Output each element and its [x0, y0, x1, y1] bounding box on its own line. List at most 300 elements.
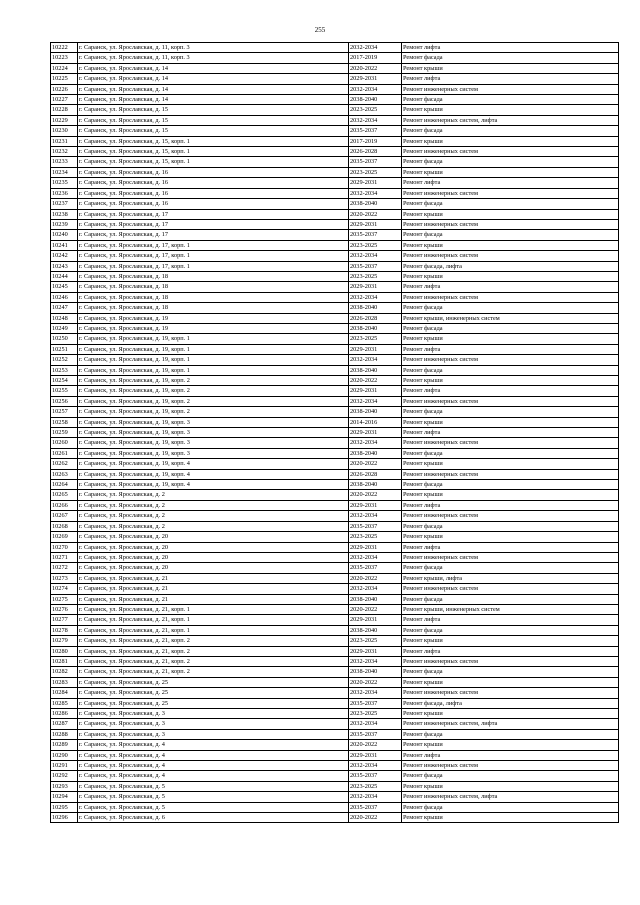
- work-type-cell: Ремонт инженерных систем: [402, 761, 619, 771]
- period-cell: 2029-2031: [349, 646, 402, 656]
- period-cell: 2032-2034: [349, 84, 402, 94]
- period-cell: 2032-2034: [349, 511, 402, 521]
- work-type-cell: Ремонт фасада: [402, 323, 619, 333]
- period-cell: 2023-2025: [349, 105, 402, 115]
- table-row: [51, 271, 619, 281]
- address-cell: г. Саранск, ул. Ярославская, д. 16: [78, 178, 349, 188]
- period-cell: 2017-2019: [349, 136, 402, 146]
- period-cell: 2023-2025: [349, 334, 402, 344]
- work-type-cell: Ремонт инженерных систем: [402, 469, 619, 479]
- period-cell: 2026-2028: [349, 469, 402, 479]
- period-cell: 2029-2031: [349, 344, 402, 354]
- work-type-cell: Ремонт крыши, инженерных систем: [402, 604, 619, 614]
- work-type-cell: Ремонт крыши, лифта: [402, 573, 619, 583]
- address-cell: г. Саранск, ул. Ярославская, д. 5: [78, 802, 349, 812]
- table-row: [51, 563, 619, 573]
- work-type-cell: Ремонт фасада: [402, 771, 619, 781]
- work-type-cell: Ремонт крыши: [402, 105, 619, 115]
- work-type-cell: Ремонт инженерных систем: [402, 688, 619, 698]
- period-cell: 2035-2037: [349, 261, 402, 271]
- table-row: [51, 667, 619, 677]
- row-number-cell: 10232: [51, 147, 78, 157]
- table-row: [51, 95, 619, 105]
- period-cell: 2038-2040: [349, 480, 402, 490]
- period-cell: 2026-2028: [349, 313, 402, 323]
- address-cell: г. Саранск, ул. Ярославская, д. 15, корп. 1: [78, 147, 349, 157]
- work-type-cell: Ремонт фасада: [402, 126, 619, 136]
- address-cell: г. Саранск, ул. Ярославская, д. 3: [78, 729, 349, 739]
- table-row: [51, 761, 619, 771]
- work-type-cell: Ремонт лифта: [402, 500, 619, 510]
- period-cell: 2032-2034: [349, 584, 402, 594]
- address-cell: г. Саранск, ул. Ярославская, д. 15: [78, 105, 349, 115]
- table-row: [51, 396, 619, 406]
- work-type-cell: Ремонт фасада: [402, 802, 619, 812]
- address-cell: г. Саранск, ул. Ярославская, д. 14: [78, 95, 349, 105]
- table-row: [51, 178, 619, 188]
- row-number-cell: 10296: [51, 813, 78, 823]
- row-number-cell: 10286: [51, 709, 78, 719]
- table-row: [51, 355, 619, 365]
- work-type-cell: Ремонт фасада: [402, 95, 619, 105]
- row-number-cell: 10269: [51, 532, 78, 542]
- work-type-cell: Ремонт лифта: [402, 646, 619, 656]
- row-number-cell: 10272: [51, 563, 78, 573]
- work-type-cell: Ремонт крыши: [402, 781, 619, 791]
- table-row: [51, 344, 619, 354]
- row-number-cell: 10240: [51, 230, 78, 240]
- work-type-cell: Ремонт инженерных систем: [402, 438, 619, 448]
- period-cell: 2029-2031: [349, 386, 402, 396]
- table-row: [51, 573, 619, 583]
- address-cell: г. Саранск, ул. Ярославская, д. 15: [78, 115, 349, 125]
- period-cell: 2029-2031: [349, 500, 402, 510]
- period-cell: 2038-2040: [349, 303, 402, 313]
- address-cell: г. Саранск, ул. Ярославская, д. 17, корп. 1: [78, 240, 349, 250]
- work-type-cell: Ремонт фасада: [402, 448, 619, 458]
- period-cell: 2032-2034: [349, 688, 402, 698]
- row-number-cell: 10279: [51, 636, 78, 646]
- row-number-cell: 10258: [51, 417, 78, 427]
- address-cell: г. Саранск, ул. Ярославская, д. 21: [78, 594, 349, 604]
- address-cell: г. Саранск, ул. Ярославская, д. 4: [78, 761, 349, 771]
- address-cell: г. Саранск, ул. Ярославская, д. 15, корп. 1: [78, 136, 349, 146]
- address-cell: г. Саранск, ул. Ярославская, д. 19, корп. 3: [78, 448, 349, 458]
- work-type-cell: Ремонт крыши: [402, 636, 619, 646]
- period-cell: 2032-2034: [349, 396, 402, 406]
- work-type-cell: Ремонт фасада: [402, 230, 619, 240]
- row-number-cell: 10254: [51, 376, 78, 386]
- address-cell: г. Саранск, ул. Ярославская, д. 2: [78, 511, 349, 521]
- address-cell: г. Саранск, ул. Ярославская, д. 4: [78, 771, 349, 781]
- address-cell: г. Саранск, ул. Ярославская, д. 20: [78, 552, 349, 562]
- work-type-cell: Ремонт крыши: [402, 240, 619, 250]
- row-number-cell: 10222: [51, 43, 78, 53]
- period-cell: 2020-2022: [349, 490, 402, 500]
- table-row: [51, 584, 619, 594]
- period-cell: 2038-2040: [349, 448, 402, 458]
- period-cell: 2017-2019: [349, 53, 402, 63]
- work-type-cell: Ремонт инженерных систем, лифта: [402, 792, 619, 802]
- period-cell: 2035-2037: [349, 563, 402, 573]
- table-row: [51, 147, 619, 157]
- work-type-cell: Ремонт инженерных систем, лифта: [402, 115, 619, 125]
- work-type-cell: Ремонт лифта: [402, 282, 619, 292]
- table-row: [51, 376, 619, 386]
- table-row: [51, 719, 619, 729]
- row-number-cell: 10274: [51, 584, 78, 594]
- period-cell: 2023-2025: [349, 532, 402, 542]
- work-type-cell: Ремонт крыши: [402, 532, 619, 542]
- period-cell: 2020-2022: [349, 573, 402, 583]
- period-cell: 2029-2031: [349, 282, 402, 292]
- address-cell: г. Саранск, ул. Ярославская, д. 19, корп. 4: [78, 480, 349, 490]
- address-cell: г. Саранск, ул. Ярославская, д. 5: [78, 792, 349, 802]
- address-cell: г. Саранск, ул. Ярославская, д. 21, корп. 2: [78, 646, 349, 656]
- address-cell: г. Саранск, ул. Ярославская, д. 11, корп. 3: [78, 43, 349, 53]
- row-number-cell: 10261: [51, 448, 78, 458]
- address-cell: г. Саранск, ул. Ярославская, д. 19, корп. 3: [78, 438, 349, 448]
- row-number-cell: 10233: [51, 157, 78, 167]
- row-number-cell: 10230: [51, 126, 78, 136]
- table-row: [51, 167, 619, 177]
- row-number-cell: 10294: [51, 792, 78, 802]
- period-cell: 2032-2034: [349, 761, 402, 771]
- work-type-cell: Ремонт инженерных систем: [402, 355, 619, 365]
- table-row: [51, 490, 619, 500]
- row-number-cell: 10289: [51, 740, 78, 750]
- table-row: [51, 438, 619, 448]
- row-number-cell: 10225: [51, 74, 78, 84]
- period-cell: 2020-2022: [349, 740, 402, 750]
- address-cell: г. Саранск, ул. Ярославская, д. 4: [78, 740, 349, 750]
- table-row: [51, 240, 619, 250]
- row-number-cell: 10270: [51, 542, 78, 552]
- address-cell: г. Саранск, ул. Ярославская, д. 21, корп. 2: [78, 667, 349, 677]
- work-type-cell: Ремонт фасада: [402, 563, 619, 573]
- address-cell: г. Саранск, ул. Ярославская, д. 15, корп. 1: [78, 157, 349, 167]
- period-cell: 2038-2040: [349, 594, 402, 604]
- row-number-cell: 10237: [51, 199, 78, 209]
- address-cell: г. Саранск, ул. Ярославская, д. 18: [78, 271, 349, 281]
- address-cell: г. Саранск, ул. Ярославская, д. 25: [78, 698, 349, 708]
- work-type-cell: Ремонт фасада: [402, 521, 619, 531]
- row-number-cell: 10262: [51, 459, 78, 469]
- row-number-cell: 10239: [51, 219, 78, 229]
- address-cell: г. Саранск, ул. Ярославская, д. 14: [78, 74, 349, 84]
- table-row: [51, 448, 619, 458]
- period-cell: 2029-2031: [349, 750, 402, 760]
- address-cell: г. Саранск, ул. Ярославская, д. 21, корп. 1: [78, 615, 349, 625]
- row-number-cell: 10227: [51, 95, 78, 105]
- row-number-cell: 10290: [51, 750, 78, 760]
- row-number-cell: 10228: [51, 105, 78, 115]
- address-cell: г. Саранск, ул. Ярославская, д. 17: [78, 230, 349, 240]
- table-row: [51, 813, 619, 823]
- work-type-cell: Ремонт фасада, лифта: [402, 261, 619, 271]
- row-number-cell: 10268: [51, 521, 78, 531]
- period-cell: 2032-2034: [349, 251, 402, 261]
- work-type-cell: Ремонт крыши: [402, 376, 619, 386]
- address-cell: г. Саранск, ул. Ярославская, д. 14: [78, 63, 349, 73]
- address-cell: г. Саранск, ул. Ярославская, д. 17: [78, 219, 349, 229]
- table-row: [51, 407, 619, 417]
- table-row: [51, 677, 619, 687]
- address-cell: г. Саранск, ул. Ярославская, д. 19, корп. 2: [78, 386, 349, 396]
- period-cell: 2023-2025: [349, 781, 402, 791]
- table-row: [51, 386, 619, 396]
- table-row: [51, 709, 619, 719]
- period-cell: 2035-2037: [349, 771, 402, 781]
- work-type-cell: Ремонт фасада: [402, 365, 619, 375]
- period-cell: 2038-2040: [349, 625, 402, 635]
- address-cell: г. Саранск, ул. Ярославская, д. 19, корп. 4: [78, 459, 349, 469]
- work-type-cell: Ремонт крыши: [402, 459, 619, 469]
- row-number-cell: 10292: [51, 771, 78, 781]
- period-cell: 2026-2028: [349, 147, 402, 157]
- period-cell: 2029-2031: [349, 219, 402, 229]
- period-cell: 2032-2034: [349, 43, 402, 53]
- row-number-cell: 10276: [51, 604, 78, 614]
- address-cell: г. Саранск, ул. Ярославская, д. 20: [78, 542, 349, 552]
- table-row: [51, 500, 619, 510]
- address-cell: г. Саранск, ул. Ярославская, д. 19, корп. 1: [78, 355, 349, 365]
- address-cell: г. Саранск, ул. Ярославская, д. 17: [78, 209, 349, 219]
- work-type-cell: Ремонт инженерных систем: [402, 292, 619, 302]
- work-type-cell: Ремонт фасада: [402, 157, 619, 167]
- table-row: [51, 126, 619, 136]
- period-cell: 2032-2034: [349, 552, 402, 562]
- table-row: [51, 365, 619, 375]
- period-cell: 2035-2037: [349, 802, 402, 812]
- work-type-cell: Ремонт фасада: [402, 480, 619, 490]
- period-cell: 2020-2022: [349, 677, 402, 687]
- row-number-cell: 10234: [51, 167, 78, 177]
- work-type-cell: Ремонт инженерных систем: [402, 656, 619, 666]
- table-body: [51, 43, 619, 823]
- work-type-cell: Ремонт фасада: [402, 729, 619, 739]
- address-cell: г. Саранск, ул. Ярославская, д. 18: [78, 282, 349, 292]
- table-row: [51, 552, 619, 562]
- row-number-cell: 10223: [51, 53, 78, 63]
- repair-schedule-table: [50, 42, 619, 823]
- table-row: [51, 729, 619, 739]
- row-number-cell: 10250: [51, 334, 78, 344]
- row-number-cell: 10224: [51, 63, 78, 73]
- period-cell: 2032-2034: [349, 656, 402, 666]
- address-cell: г. Саранск, ул. Ярославская, д. 19, корп. 2: [78, 376, 349, 386]
- row-number-cell: 10226: [51, 84, 78, 94]
- period-cell: 2029-2031: [349, 178, 402, 188]
- row-number-cell: 10271: [51, 552, 78, 562]
- address-cell: г. Саранск, ул. Ярославская, д. 25: [78, 688, 349, 698]
- table-row: [51, 781, 619, 791]
- table-row: [51, 303, 619, 313]
- period-cell: 2023-2025: [349, 709, 402, 719]
- table-row: [51, 698, 619, 708]
- period-cell: 2035-2037: [349, 126, 402, 136]
- period-cell: 2032-2034: [349, 438, 402, 448]
- table-row: [51, 157, 619, 167]
- work-type-cell: Ремонт крыши: [402, 271, 619, 281]
- period-cell: 2014-2016: [349, 417, 402, 427]
- address-cell: г. Саранск, ул. Ярославская, д. 25: [78, 677, 349, 687]
- period-cell: 2023-2025: [349, 271, 402, 281]
- row-number-cell: 10265: [51, 490, 78, 500]
- period-cell: 2029-2031: [349, 74, 402, 84]
- row-number-cell: 10252: [51, 355, 78, 365]
- work-type-cell: Ремонт инженерных систем: [402, 219, 619, 229]
- row-number-cell: 10281: [51, 656, 78, 666]
- row-number-cell: 10282: [51, 667, 78, 677]
- row-number-cell: 10285: [51, 698, 78, 708]
- period-cell: 2038-2040: [349, 95, 402, 105]
- address-cell: г. Саранск, ул. Ярославская, д. 20: [78, 532, 349, 542]
- address-cell: г. Саранск, ул. Ярославская, д. 16: [78, 199, 349, 209]
- row-number-cell: 10231: [51, 136, 78, 146]
- row-number-cell: 10245: [51, 282, 78, 292]
- address-cell: г. Саранск, ул. Ярославская, д. 19, корп. 1: [78, 365, 349, 375]
- work-type-cell: Ремонт лифта: [402, 344, 619, 354]
- address-cell: г. Саранск, ул. Ярославская, д. 11, корп. 3: [78, 53, 349, 63]
- work-type-cell: Ремонт крыши: [402, 167, 619, 177]
- address-cell: г. Саранск, ул. Ярославская, д. 2: [78, 500, 349, 510]
- row-number-cell: 10278: [51, 625, 78, 635]
- address-cell: г. Саранск, ул. Ярославская, д. 3: [78, 719, 349, 729]
- period-cell: 2032-2034: [349, 188, 402, 198]
- work-type-cell: Ремонт крыши: [402, 417, 619, 427]
- table-row: [51, 251, 619, 261]
- work-type-cell: Ремонт фасада: [402, 199, 619, 209]
- work-type-cell: Ремонт инженерных систем: [402, 251, 619, 261]
- row-number-cell: 10241: [51, 240, 78, 250]
- row-number-cell: 10248: [51, 313, 78, 323]
- period-cell: 2023-2025: [349, 167, 402, 177]
- row-number-cell: 10275: [51, 594, 78, 604]
- address-cell: г. Саранск, ул. Ярославская, д. 21, корп. 1: [78, 625, 349, 635]
- table-row: [51, 115, 619, 125]
- address-cell: г. Саранск, ул. Ярославская, д. 19, корп. 1: [78, 334, 349, 344]
- work-type-cell: Ремонт инженерных систем: [402, 584, 619, 594]
- period-cell: 2020-2022: [349, 459, 402, 469]
- address-cell: г. Саранск, ул. Ярославская, д. 19, корп. 3: [78, 417, 349, 427]
- row-number-cell: 10263: [51, 469, 78, 479]
- period-cell: 2038-2040: [349, 407, 402, 417]
- period-cell: 2032-2034: [349, 355, 402, 365]
- address-cell: г. Саранск, ул. Ярославская, д. 2: [78, 521, 349, 531]
- table-row: [51, 646, 619, 656]
- table-row: [51, 53, 619, 63]
- page-number: 255: [314, 26, 326, 34]
- address-cell: г. Саранск, ул. Ярославская, д. 18: [78, 292, 349, 302]
- work-type-cell: Ремонт фасада: [402, 625, 619, 635]
- table-row: [51, 105, 619, 115]
- period-cell: 2023-2025: [349, 240, 402, 250]
- table-row: [51, 740, 619, 750]
- work-type-cell: Ремонт лифта: [402, 428, 619, 438]
- address-cell: г. Саранск, ул. Ярославская, д. 14: [78, 84, 349, 94]
- table-row: [51, 219, 619, 229]
- row-number-cell: 10260: [51, 438, 78, 448]
- work-type-cell: Ремонт фасада: [402, 53, 619, 63]
- row-number-cell: 10266: [51, 500, 78, 510]
- row-number-cell: 10256: [51, 396, 78, 406]
- row-number-cell: 10253: [51, 365, 78, 375]
- work-type-cell: Ремонт фасада: [402, 303, 619, 313]
- address-cell: г. Саранск, ул. Ярославская, д. 21: [78, 573, 349, 583]
- period-cell: 2032-2034: [349, 792, 402, 802]
- row-number-cell: 10259: [51, 428, 78, 438]
- work-type-cell: Ремонт крыши: [402, 709, 619, 719]
- table-row: [51, 282, 619, 292]
- table-row: [51, 136, 619, 146]
- row-number-cell: 10244: [51, 271, 78, 281]
- table-row: [51, 292, 619, 302]
- row-number-cell: 10284: [51, 688, 78, 698]
- address-cell: г. Саранск, ул. Ярославская, д. 16: [78, 167, 349, 177]
- table-row: [51, 323, 619, 333]
- table-row: [51, 74, 619, 84]
- work-type-cell: Ремонт лифта: [402, 178, 619, 188]
- period-cell: 2035-2037: [349, 729, 402, 739]
- table-row: [51, 417, 619, 427]
- address-cell: г. Саранск, ул. Ярославская, д. 2: [78, 490, 349, 500]
- table-row: [51, 84, 619, 94]
- period-cell: 2038-2040: [349, 365, 402, 375]
- period-cell: 2038-2040: [349, 199, 402, 209]
- row-number-cell: 10243: [51, 261, 78, 271]
- table-row: [51, 604, 619, 614]
- table-row: [51, 771, 619, 781]
- table-row: [51, 230, 619, 240]
- work-type-cell: Ремонт крыши: [402, 490, 619, 500]
- address-cell: г. Саранск, ул. Ярославская, д. 21, корп. 2: [78, 656, 349, 666]
- table-row: [51, 188, 619, 198]
- row-number-cell: 10257: [51, 407, 78, 417]
- period-cell: 2029-2031: [349, 542, 402, 552]
- table-row: [51, 209, 619, 219]
- row-number-cell: 10280: [51, 646, 78, 656]
- address-cell: г. Саранск, ул. Ярославская, д. 19, корп. 4: [78, 469, 349, 479]
- table-row: [51, 199, 619, 209]
- work-type-cell: Ремонт крыши: [402, 740, 619, 750]
- period-cell: 2032-2034: [349, 292, 402, 302]
- work-type-cell: Ремонт инженерных систем: [402, 84, 619, 94]
- table-row: [51, 542, 619, 552]
- work-type-cell: Ремонт крыши: [402, 813, 619, 823]
- address-cell: г. Саранск, ул. Ярославская, д. 19: [78, 323, 349, 333]
- period-cell: 2020-2022: [349, 209, 402, 219]
- work-type-cell: Ремонт крыши: [402, 334, 619, 344]
- row-number-cell: 10247: [51, 303, 78, 313]
- row-number-cell: 10235: [51, 178, 78, 188]
- address-cell: г. Саранск, ул. Ярославская, д. 5: [78, 781, 349, 791]
- table-row: [51, 636, 619, 646]
- table-row: [51, 594, 619, 604]
- period-cell: 2020-2022: [349, 63, 402, 73]
- period-cell: 2038-2040: [349, 667, 402, 677]
- address-cell: г. Саранск, ул. Ярославская, д. 15: [78, 126, 349, 136]
- table-row: [51, 43, 619, 53]
- work-type-cell: Ремонт лифта: [402, 615, 619, 625]
- work-type-cell: Ремонт инженерных систем: [402, 552, 619, 562]
- work-type-cell: Ремонт инженерных систем: [402, 511, 619, 521]
- period-cell: 2038-2040: [349, 323, 402, 333]
- table-row: [51, 313, 619, 323]
- address-cell: г. Саранск, ул. Ярославская, д. 18: [78, 303, 349, 313]
- work-type-cell: Ремонт крыши: [402, 136, 619, 146]
- address-cell: г. Саранск, ул. Ярославская, д. 19, корп. 2: [78, 407, 349, 417]
